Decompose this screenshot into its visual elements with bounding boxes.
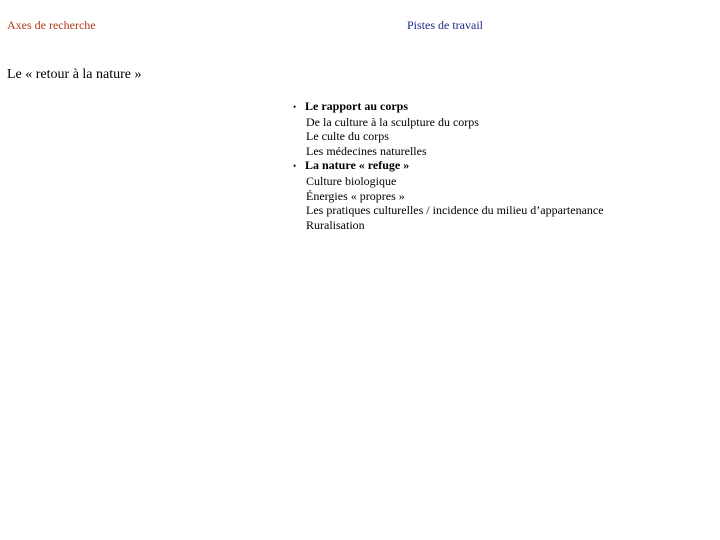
topic-heading bbox=[293, 99, 604, 115]
topic-title: La nature « refuge » bbox=[305, 158, 410, 173]
bullet-icon: • bbox=[293, 161, 297, 172]
column-header-research-axes: Axes de recherche bbox=[7, 18, 96, 32]
bullet-icon: • bbox=[293, 102, 297, 112]
topic-heading bbox=[293, 158, 604, 174]
topic-list bbox=[293, 99, 604, 232]
list-item: Les pratiques culturelles / incidence du milieu d’appartenance bbox=[306, 203, 604, 218]
list-item: Énergies « propres » bbox=[306, 188, 405, 203]
list-item: Ruralisation bbox=[306, 217, 365, 232]
topic-nature-refuge bbox=[293, 158, 604, 232]
column-header-work-tracks: Pistes de travail bbox=[407, 18, 483, 32]
list-item: Culture biologique bbox=[306, 173, 397, 188]
list-item: Les médecines naturelles bbox=[306, 143, 427, 158]
topic-body-relationship bbox=[293, 99, 604, 158]
section-title: Le « retour à la nature » bbox=[7, 67, 142, 82]
topic-title: Le rapport au corps bbox=[305, 99, 408, 113]
list-item: Le culte du corps bbox=[306, 129, 389, 144]
list-item: De la culture à la sculpture du corps bbox=[306, 114, 479, 129]
